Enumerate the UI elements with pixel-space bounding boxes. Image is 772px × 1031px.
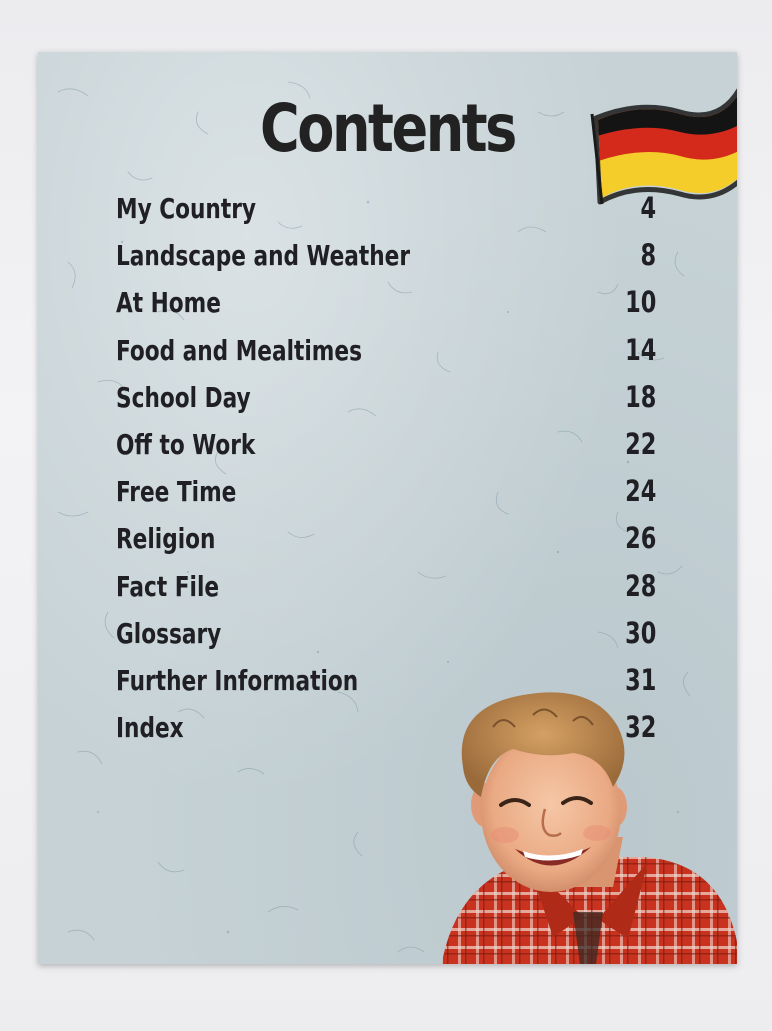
toc-entry-page-number: 26	[624, 521, 656, 556]
page-title: Contents	[260, 90, 515, 167]
toc-entry-page-number: 4	[640, 191, 656, 225]
toc-entry-page-number: 24	[624, 474, 656, 509]
toc-entry-label: Fact File	[116, 569, 220, 603]
contents-page	[38, 52, 737, 964]
toc-entry	[116, 232, 656, 279]
toc-entry	[116, 185, 656, 232]
toc-entry-page-number: 28	[624, 568, 656, 603]
toc-entry-label: Glossary	[116, 616, 222, 650]
toc-entry-label: Food and Mealtimes	[116, 333, 362, 367]
toc-entry-label: Religion	[116, 522, 216, 556]
german-flag-icon	[580, 78, 737, 228]
toc-entry-label: Further Information	[116, 663, 359, 697]
toc-entry	[116, 279, 656, 326]
toc-entry	[116, 421, 656, 468]
toc-entry	[116, 610, 656, 657]
smiling-boy-photo	[433, 687, 737, 964]
table-of-contents	[116, 185, 656, 751]
toc-entry-page-number: 8	[640, 238, 656, 273]
toc-entry-page-number: 30	[624, 615, 656, 650]
toc-entry	[116, 327, 656, 374]
toc-entry-label: Index	[116, 711, 184, 745]
toc-entry-page-number: 18	[624, 379, 656, 414]
toc-entry-page-number: 10	[624, 285, 656, 320]
toc-entry-page-number: 22	[624, 426, 656, 461]
toc-entry-label: Off to Work	[116, 427, 256, 461]
toc-entry-page-number: 14	[624, 332, 656, 367]
toc-entry	[116, 515, 656, 562]
toc-entry-label: At Home	[116, 286, 221, 320]
toc-entry-page-number: 31	[624, 662, 656, 697]
toc-entry-page-number: 32	[624, 710, 656, 745]
toc-entry	[116, 563, 656, 610]
toc-entry-label: My Country	[116, 192, 257, 225]
toc-entry-label: Free Time	[116, 475, 237, 509]
toc-entry	[116, 468, 656, 515]
toc-entry-label: School Day	[116, 380, 251, 414]
toc-entry-label: Landscape and Weather	[116, 239, 411, 273]
toc-entry	[116, 374, 656, 421]
